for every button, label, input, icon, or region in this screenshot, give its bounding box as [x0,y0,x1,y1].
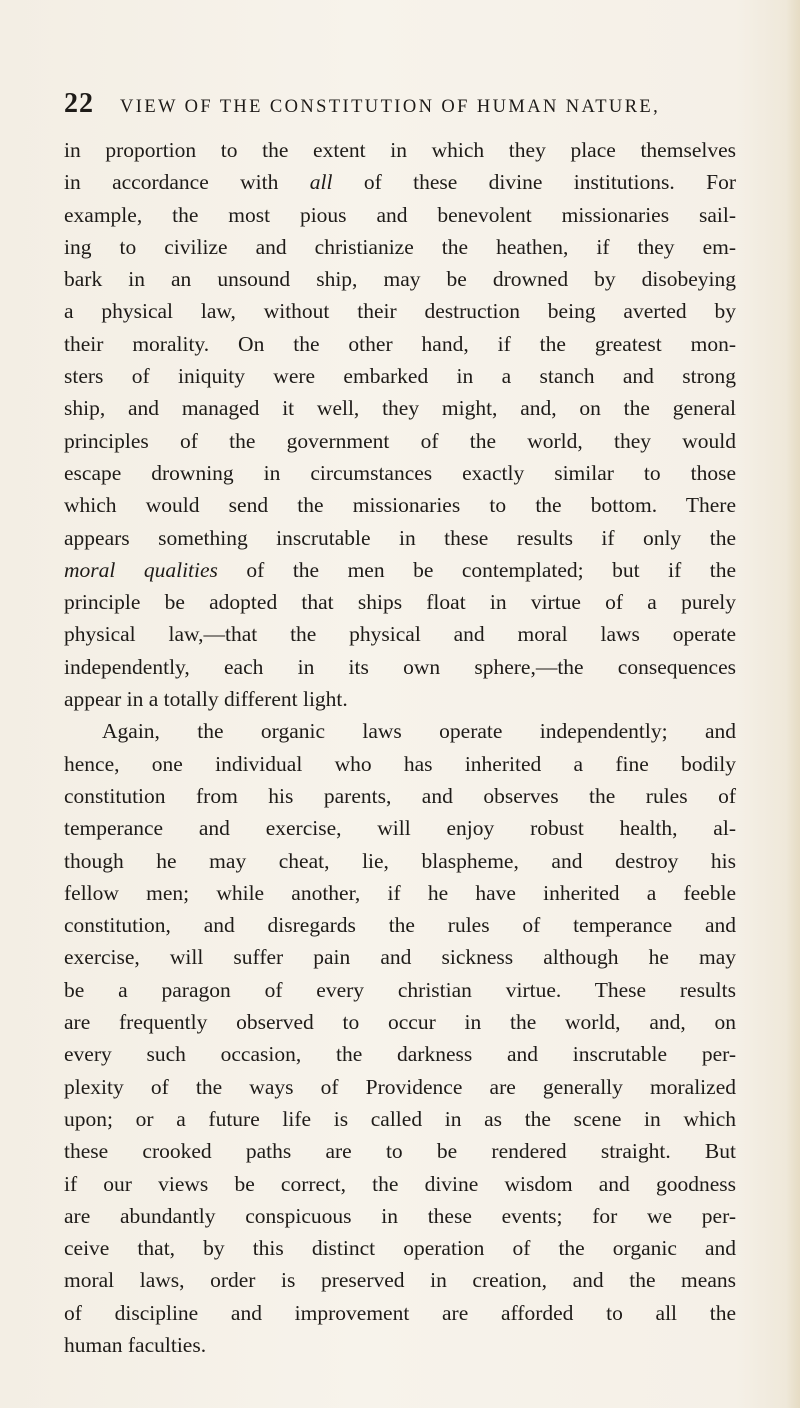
text-segment: exercise, will suffer pain and sickness although he may [64,945,736,970]
text-segment: are abundantly conspicuous in these events; for we per- [64,1203,736,1228]
text-segment: upon; or a future life is called in as the scene in which [64,1106,736,1131]
text-segment: sters of iniquity were embarked in a stanch and strong [64,364,736,389]
text-line [64,199,736,231]
text-line [64,425,736,457]
text-segment: if our views be correct, the divine wisdom and goodness [64,1171,736,1196]
text-segment: human faculties. [64,1332,207,1357]
text-segment: bark in an unsound ship, may be drowned by disobeying [64,267,736,292]
page-number: 22 [64,88,94,119]
italic-text: moral qualities [64,557,218,582]
text-segment: appears something inscrutable in these results if only the [64,525,736,550]
text-line [64,1168,736,1200]
text-line [64,1006,736,1038]
text-line [64,748,736,780]
text-line [64,1071,736,1103]
text-segment: escape drowning in circumstances exactly similar to those [64,460,736,485]
text-segment: plexity of the ways of Providence are generally moralized [64,1074,736,1099]
text-line [64,1038,736,1070]
text-segment: principle be adopted that ships float in virtue of a purely [64,590,736,615]
text-line [64,941,736,973]
running-title: VIEW OF THE CONSTITUTION OF HUMAN NATURE, [120,97,661,117]
text-segment: fellow men; while another, if he have inherited a feeble [64,880,736,905]
text-segment: ship, and managed it well, they might, and, on the general [64,396,736,421]
text-segment: in proportion to the extent in which they place themselves [64,138,736,162]
text-line [64,554,736,586]
text-line [64,974,736,1006]
text-line [64,457,736,489]
text-line [64,780,736,812]
text-line [64,134,736,166]
text-line [64,166,736,198]
text-segment: ceive that, by this distinct operation of the organic and [64,1236,736,1261]
text-line [64,489,736,521]
text-segment: which would send the missionaries to the bottom. There [64,493,736,518]
text-segment: be a paragon of every christian virtue. These results [64,977,736,1002]
text-segment: though he may cheat, lie, blaspheme, and destroy his [64,848,736,873]
text-line [64,522,736,554]
text-line [64,909,736,941]
text-segment: moral laws, order is preserved in creation, and the means [64,1268,736,1293]
text-segment: of discipline and improvement are afforded to all the [64,1300,736,1325]
text-segment: physical law,—that the physical and moral laws operate [64,622,736,647]
page-header [64,88,754,124]
text-line [64,618,736,650]
text-line [64,683,736,715]
body-text [64,134,736,1361]
text-line [64,1103,736,1135]
text-line [64,1264,736,1296]
text-segment: independently, each in its own sphere,—the consequences [64,654,736,679]
text-line [64,328,736,360]
page-edge-shadow [786,0,800,1408]
text-line [64,1135,736,1167]
text-line [64,651,736,683]
text-line [64,1200,736,1232]
text-line [64,231,736,263]
text-segment: hence, one individual who has inherited a fine bodily [64,751,736,776]
text-segment: Again, the organic laws operate independently; and [102,719,736,744]
text-segment: principles of the government of the world, they would [64,428,736,453]
text-segment: appear in a totally different light. [64,687,348,712]
text-line [64,392,736,424]
text-line [64,263,736,295]
text-segment: in accordance with [64,170,310,195]
text-segment: example, the most pious and benevolent missionaries sail- [64,202,736,227]
text-segment: are frequently observed to occur in the world, and, on [64,1010,736,1035]
text-line [64,1232,736,1264]
text-segment: constitution from his parents, and observes the rules of [64,783,736,808]
text-segment: ing to civilize and christianize the heathen, if they em- [64,234,736,259]
text-line [64,360,736,392]
text-segment: constitution, and disregards the rules of temperance and [64,913,736,938]
text-segment: a physical law, without their destruction being averted by [64,299,736,324]
text-segment: their morality. On the other hand, if the greatest mon- [64,331,736,356]
text-line [64,877,736,909]
text-segment: of the men be contemplated; but if the [217,557,736,582]
text-segment: every such occasion, the darkness and inscrutable per- [64,1042,736,1067]
text-segment: of these divine institutions. For [332,170,736,195]
text-segment: these crooked paths are to be rendered straight. But [64,1139,736,1164]
text-line [64,295,736,327]
italic-text: all [309,170,333,195]
text-line [64,1297,736,1329]
text-segment: temperance and exercise, will enjoy robust health, al- [64,816,736,841]
text-line [64,845,736,877]
text-line [64,715,736,747]
text-line [64,812,736,844]
text-line [64,586,736,618]
text-line [64,1329,736,1361]
